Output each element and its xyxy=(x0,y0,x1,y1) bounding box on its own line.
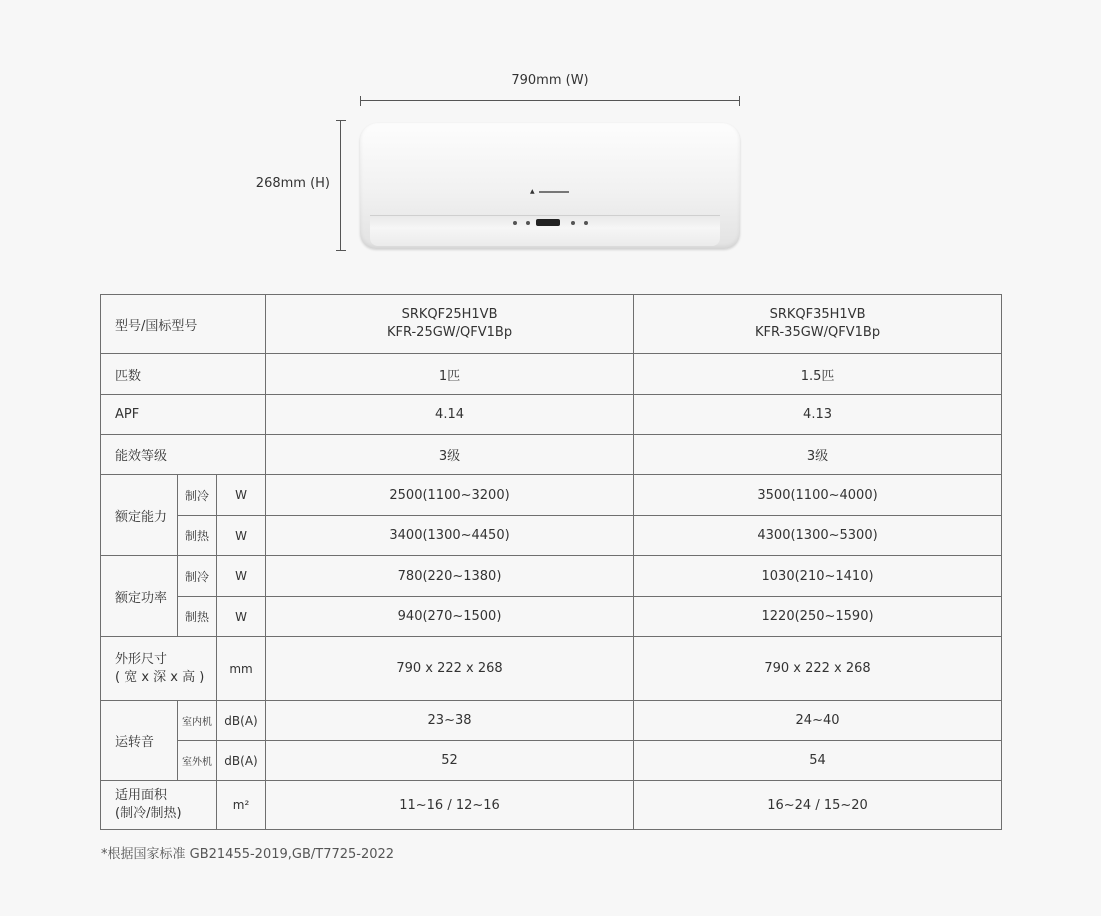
value-cell: 11~16 / 12~16 xyxy=(266,781,634,830)
indicator-dot-icon xyxy=(513,221,517,225)
value-cell: 3级 xyxy=(266,435,634,475)
table-row xyxy=(101,475,1002,516)
table-row xyxy=(101,701,1002,741)
sub-label-cool: 制冷 xyxy=(178,556,217,597)
model-national-code: KFR-35GW/QFV1Bp xyxy=(754,325,881,340)
indicator-dot-icon xyxy=(526,221,530,225)
value-cell: 1.5匹 xyxy=(634,354,1002,395)
height-dimension-line xyxy=(340,120,341,251)
sub-label-indoor: 室内机 xyxy=(178,701,217,741)
table-row xyxy=(101,395,1002,435)
ac-display-panel xyxy=(536,219,560,226)
row-label-model: 型号/国标型号 xyxy=(101,295,266,354)
unit-cell: W xyxy=(217,516,266,556)
value-cell: 3400(1300~4450) xyxy=(266,516,634,556)
value-cell: 52 xyxy=(266,741,634,781)
sub-label-heat: 制热 xyxy=(178,516,217,556)
value-cell: 3500(1100~4000) xyxy=(634,475,1002,516)
sub-label-outdoor: 室外机 xyxy=(178,741,217,781)
value-cell: 940(270~1500) xyxy=(266,597,634,637)
table-row xyxy=(101,781,1002,830)
value-cell: 1匹 xyxy=(266,354,634,395)
table-row xyxy=(101,435,1002,475)
value-cell: 23~38 xyxy=(266,701,634,741)
table-row xyxy=(101,556,1002,597)
unit-cell: W xyxy=(217,475,266,516)
table-row xyxy=(101,354,1002,395)
value-cell: 1220(250~1590) xyxy=(634,597,1002,637)
unit-cell: dB(A) xyxy=(217,741,266,781)
row-label-area xyxy=(101,781,217,830)
width-dimension-label: 790mm (W) xyxy=(511,73,589,88)
table-row xyxy=(101,637,1002,701)
row-label-noise: 运转音 xyxy=(101,701,178,781)
product-illustration xyxy=(0,0,1101,290)
value-cell: 790 x 222 x 268 xyxy=(634,637,1002,701)
area-label-line1: 适用面积 xyxy=(115,788,168,803)
row-label-grade: 能效等级 xyxy=(101,435,266,475)
model-code: SRKQF35H1VB xyxy=(769,307,866,322)
value-cell: 3级 xyxy=(634,435,1002,475)
brand-logo xyxy=(530,189,570,195)
value-cell: 2500(1100~3200) xyxy=(266,475,634,516)
row-label-apf: APF xyxy=(101,395,266,435)
value-cell: 4.14 xyxy=(266,395,634,435)
value-cell: 4.13 xyxy=(634,395,1002,435)
size-label-line2: ( 宽 x 深 x 高 ) xyxy=(115,669,205,685)
air-conditioner-image xyxy=(360,123,740,249)
value-cell: 780(220~1380) xyxy=(266,556,634,597)
table-row xyxy=(101,295,1002,354)
unit-cell: dB(A) xyxy=(217,701,266,741)
row-label-size xyxy=(101,637,217,701)
indicator-dot-icon xyxy=(584,221,588,225)
indicator-dot-icon xyxy=(571,221,575,225)
standard-footnote: *根据国家标准 GB21455-2019,GB/T7725-2022 xyxy=(101,847,395,862)
table-row xyxy=(101,741,1002,781)
width-dimension-line xyxy=(360,100,740,101)
model-cell xyxy=(634,295,1002,354)
value-cell: 16~24 / 15~20 xyxy=(634,781,1002,830)
table-row xyxy=(101,516,1002,556)
value-cell: 790 x 222 x 268 xyxy=(266,637,634,701)
value-cell: 54 xyxy=(634,741,1002,781)
unit-cell: m² xyxy=(217,781,266,830)
size-label-line1: 外形尺寸 xyxy=(115,651,168,667)
sub-label-cool: 制冷 xyxy=(178,475,217,516)
table-row xyxy=(101,597,1002,637)
area-label-line2: (制冷/制热) xyxy=(115,806,182,821)
row-label-power: 额定功率 xyxy=(101,556,178,637)
value-cell: 24~40 xyxy=(634,701,1002,741)
unit-cell: mm xyxy=(217,637,266,701)
spec-table xyxy=(100,294,1002,830)
value-cell: 4300(1300~5300) xyxy=(634,516,1002,556)
row-label-capacity: 额定能力 xyxy=(101,475,178,556)
sub-label-heat: 制热 xyxy=(178,597,217,637)
model-cell xyxy=(266,295,634,354)
logo-mark-icon: ▲ xyxy=(530,188,535,195)
height-dimension-label: 268mm (H) xyxy=(255,176,330,191)
model-code: SRKQF25H1VB xyxy=(401,307,498,322)
model-national-code: KFR-25GW/QFV1Bp xyxy=(386,325,513,340)
value-cell: 1030(210~1410) xyxy=(634,556,1002,597)
unit-cell: W xyxy=(217,597,266,637)
row-label-hp: 匹数 xyxy=(101,354,266,395)
unit-cell: W xyxy=(217,556,266,597)
logo-wordmark xyxy=(539,191,569,193)
